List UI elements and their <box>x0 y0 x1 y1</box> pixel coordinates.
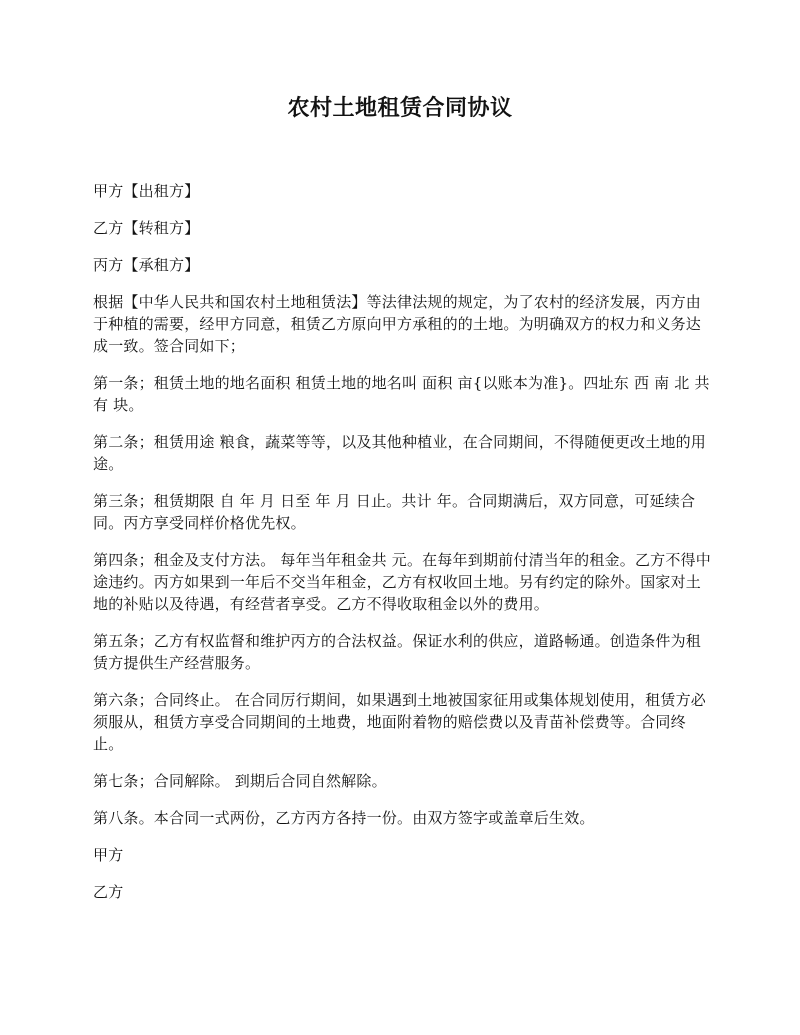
article-4: 第四条；租金及支付方法。 每年当年租金共 元。在每年到期前付清当年的租金。乙方不得中途违约。丙方如果到一年后不交当年租金，乙方有权收回土地。另有约定的除外。国家对土地的补贴以及待遇，有经营者享受。乙方不得收取租金以外的费用。 <box>93 551 711 613</box>
document-title: 农村土地租赁合同协议 <box>287 96 513 121</box>
preamble-paragraph: 根据【中华人民共和国农村土地租赁法】等法律法规的规定，为了农村的经济发展，丙方由于种植的需要，经甲方同意，租赁乙方原向甲方承租的的土地。为明确双方的权力和义务达成一致。签合同如下； <box>93 293 702 355</box>
article-3: 第三条；租赁期限 自 年 月 日至 年 月 日止。共计 年。合同期满后，双方同意，可延续合同。丙方享受同样价格优先权。 <box>93 492 696 532</box>
article-7: 第七条；合同解除。 到期后合同自然解除。 <box>93 772 387 790</box>
party-b-line: 乙方【转租方】 <box>93 219 200 237</box>
party-c-line: 丙方【承租方】 <box>93 256 200 274</box>
article-5: 第五条；乙方有权监督和维护丙方的合法权益。保证水利的供应，道路畅通。创造条件为租赁方提供生产经营服务。 <box>93 632 702 672</box>
article-6: 第六条；合同终止。 在合同厉行期间，如果遇到土地被国家征用或集体规划使用，租赁方必须服从，租赁方享受合同期间的土地费，地面附着物的赔偿费以及青苗补偿费等。合同终止。 <box>93 691 706 753</box>
article-2: 第二条；租赁用途 粮食，蔬菜等等，以及其他种植业，在合同期间，不得随便更改土地的用途。 <box>93 433 706 473</box>
party-a-line: 甲方【出租方】 <box>93 182 200 200</box>
article-8: 第八条。本合同一式两份，乙方丙方各持一份。由双方签字或盖章后生效。 <box>93 809 595 827</box>
document-body <box>93 180 715 918</box>
article-1: 第一条；租赁土地的地名面积 租赁土地的地名叫 面积 亩{以账本为准}。四址东 西 南 北 共有 块。 <box>93 374 710 414</box>
signature-party-a: 甲方 <box>93 846 124 864</box>
signature-party-b: 乙方 <box>93 883 124 901</box>
